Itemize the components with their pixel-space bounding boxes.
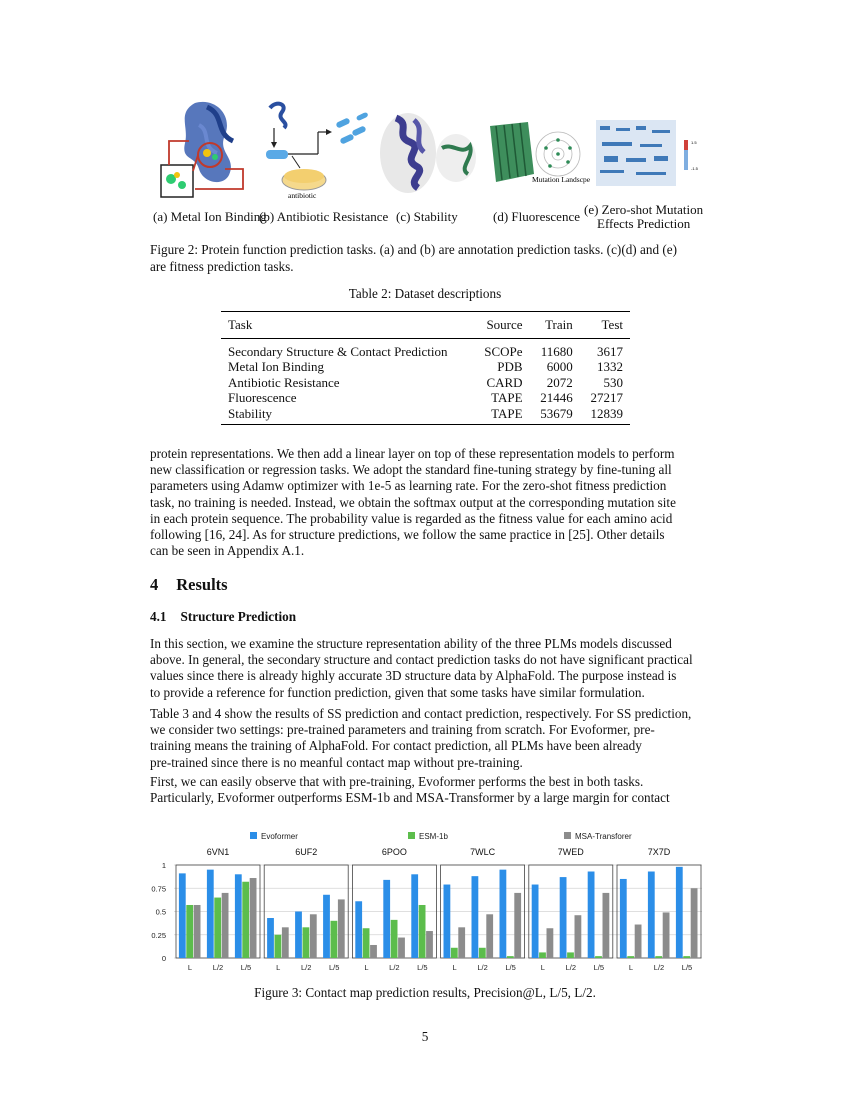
figure-3-caption: Figure 3: Contact map prediction results, Precision@L, L/5, L/2. <box>254 985 596 1000</box>
bar <box>472 876 479 958</box>
x-tick-label: L/2 <box>565 963 577 972</box>
panel-title: 6POO <box>381 847 407 857</box>
header-train: Train <box>545 317 573 332</box>
text-line: task, no training is needed. Instead, we obtain the softmax output at the corresponding mutation site <box>150 494 676 510</box>
x-tick-label: L/2 <box>300 963 312 972</box>
y-tick-label: 0 <box>161 954 166 963</box>
bar <box>539 952 546 958</box>
bar <box>214 898 221 958</box>
bar <box>458 927 465 958</box>
svg-text:1.5: 1.5 <box>691 140 697 145</box>
legend-swatch <box>408 832 415 839</box>
x-tick-label: L <box>187 963 193 972</box>
bar <box>588 872 595 958</box>
x-tick-label: L/5 <box>681 963 693 972</box>
x-tick-label: L/2 <box>212 963 224 972</box>
bar <box>451 948 458 958</box>
bar <box>479 948 486 958</box>
cell-source: PDB <box>497 359 523 374</box>
bar <box>275 935 282 958</box>
panel-title: 7X7D <box>647 847 671 857</box>
antibiotic-resistance-illustration <box>262 98 377 203</box>
x-tick-label: L <box>364 963 369 972</box>
mutation-heatmap-illustration <box>596 120 706 190</box>
bar <box>627 956 634 958</box>
text-line: can be seen in Appendix A.1. <box>150 543 305 559</box>
header-source: Source <box>486 317 523 332</box>
bar <box>186 905 193 958</box>
bar <box>242 882 249 958</box>
cell-task: Fluorescence <box>228 390 297 405</box>
text-line: Particularly, Evoformer outperforms ESM-1b and MSA-Transformer by a large margin for contact <box>150 790 670 806</box>
mutation-landscape-label: Mutation Landscpe <box>532 175 591 184</box>
text-line: First, we can easily observe that with pre-training, Evoformer performs the best in both tasks. <box>150 774 644 789</box>
bar <box>635 925 642 958</box>
x-tick-label: L/2 <box>653 963 665 972</box>
text-line: new classification or regression tasks. We adopt the standard fine-tuning strategy by fine-tuning all <box>150 462 672 478</box>
subsection-title: Structure Prediction <box>180 609 297 624</box>
cell-source: TAPE <box>491 390 523 405</box>
table-row <box>221 359 630 375</box>
x-tick-label: L <box>540 963 545 972</box>
bar <box>683 956 690 958</box>
legend-label: MSA-Transforer <box>575 832 632 841</box>
x-tick-label: L/5 <box>417 963 428 972</box>
text-line: we consider two settings: pre-trained parameters and training from scratch. For Evoformer, pre- <box>150 722 655 738</box>
bar <box>486 914 493 958</box>
cell-train: 53679 <box>540 405 573 421</box>
bar <box>398 938 405 958</box>
bar <box>603 893 610 958</box>
text-line: parameters using Adamw optimizer with 1e-5 as learning rate. For the zero-shot fitness prediction <box>150 478 667 494</box>
panel-c-label: (c) Stability <box>396 209 458 224</box>
bar <box>323 895 330 958</box>
cell-test: 3617 <box>597 343 623 359</box>
x-tick-label: L/5 <box>328 963 340 972</box>
bar <box>663 912 670 958</box>
text-line: following [16, 24]. As for structure predictions, we follow the same practice in [25]. Other details <box>150 527 665 543</box>
subsection-heading <box>150 609 296 625</box>
metal-ion-binding-illustration <box>155 95 255 205</box>
panel-e-label-line1: (e) Zero-shot Mutation <box>584 202 704 217</box>
bar <box>507 956 514 958</box>
x-tick-label: L <box>452 963 457 972</box>
legend-swatch <box>564 832 571 839</box>
text-line: training means the training of AlphaFold. For contact prediction, all PLMs have been already <box>150 738 642 754</box>
bar <box>194 905 201 958</box>
y-tick-label: 1 <box>161 861 166 870</box>
bar <box>444 885 451 958</box>
panel-b-label: (b) Antibiotic Resistance <box>259 209 389 224</box>
bar <box>295 912 302 959</box>
header-test: Test <box>601 317 623 332</box>
bar <box>567 952 574 958</box>
cell-source: CARD <box>486 374 523 390</box>
bar <box>383 880 390 958</box>
bar <box>355 901 362 958</box>
bar <box>282 927 289 958</box>
cell-test: 27217 <box>590 390 623 405</box>
x-tick-label: L/5 <box>505 963 516 972</box>
panel-d-label: (d) Fluorescence <box>493 209 580 224</box>
bar <box>370 945 377 958</box>
cell-task: Metal Ion Binding <box>228 359 325 374</box>
legend-swatch <box>250 832 257 839</box>
bar <box>363 928 370 958</box>
legend-label: Evoformer <box>261 832 298 841</box>
paragraph-tables <box>150 706 700 771</box>
bar <box>267 918 274 958</box>
x-tick-label: L/5 <box>240 963 252 972</box>
bar <box>207 870 214 958</box>
bar <box>331 921 338 958</box>
antibiotic-label: antibiotic <box>288 191 317 200</box>
bar <box>676 867 683 958</box>
panel-a-label: (a) Metal Ion Binding <box>153 209 267 224</box>
text-line: pre-trained since there is no meanful contact map without pre-training. <box>150 754 523 770</box>
text-line: to provide a reference for function prediction, given that some tasks have similar formulation. <box>150 684 645 700</box>
bar <box>391 920 398 958</box>
table-2-title: Table 2: Dataset descriptions <box>348 286 502 301</box>
bar <box>419 905 426 958</box>
bar <box>310 914 317 958</box>
cell-task: Stability <box>228 405 273 421</box>
table-header-row <box>221 317 630 338</box>
contact-map-chart <box>140 820 710 980</box>
y-tick-label: 0.25 <box>151 930 166 940</box>
bar <box>575 915 582 958</box>
svg-text:-1.5: -1.5 <box>691 166 698 171</box>
bar <box>560 877 567 958</box>
section-heading <box>150 575 228 595</box>
x-tick-label: L <box>276 963 281 972</box>
cell-train: 6000 <box>546 359 573 374</box>
bar <box>222 893 229 958</box>
bar <box>411 874 418 958</box>
stability-illustration <box>378 108 478 198</box>
bar <box>179 873 186 958</box>
subsection-number: 4.1 <box>150 609 167 624</box>
panel-e-label-line2: Effects Prediction <box>597 216 691 231</box>
bar <box>691 888 698 958</box>
bar <box>655 956 662 958</box>
text-line: protein representations. We then add a linear layer on top of these representation models to perform <box>150 446 675 461</box>
y-tick-label: 0.5 <box>155 907 166 917</box>
x-tick-label: L <box>628 963 634 972</box>
bar <box>620 879 627 958</box>
panel-title: 6UF2 <box>295 847 318 857</box>
cell-train: 11680 <box>540 343 573 359</box>
cell-task: Antibiotic Resistance <box>228 374 340 390</box>
cell-task: Secondary Structure & Contact Prediction <box>228 343 448 359</box>
cell-test: 12839 <box>590 405 623 421</box>
text-line: values since there is already highly accurate 3D structure data by AlphaFold. The purpose instead is <box>150 668 677 684</box>
cell-source: SCOPe <box>484 343 523 359</box>
paragraph-methods <box>150 446 700 559</box>
table-row <box>221 390 630 406</box>
panel-title: 6VN1 <box>206 847 230 857</box>
bar <box>547 928 554 958</box>
y-tick-label: 0.75 <box>151 884 166 894</box>
fluorescence-illustration <box>482 112 592 197</box>
page-number: 5 <box>421 1029 429 1044</box>
table-row <box>221 406 630 422</box>
bar <box>235 874 242 958</box>
bar <box>250 878 257 958</box>
section-number: 4 <box>150 575 159 594</box>
text-line: above. In general, the secondary structure and contact prediction tasks do not have significant practical <box>150 652 693 668</box>
table-row <box>221 375 630 391</box>
cell-source: TAPE <box>491 405 523 421</box>
text-line: in each protein sequence. The probability value is regarded as the fitness value for each amino acid <box>150 510 673 526</box>
text-line: In this section, we examine the structure representation ability of the three PLMs models discussed <box>150 636 672 651</box>
bar <box>338 899 345 958</box>
bar <box>595 956 602 958</box>
bar <box>648 872 655 958</box>
cell-train: 2072 <box>546 374 573 390</box>
paragraph-results <box>150 774 700 806</box>
section-title: Results <box>176 575 228 594</box>
cell-train: 21446 <box>540 390 573 405</box>
table-2 <box>221 311 630 425</box>
x-tick-label: L/2 <box>389 963 400 972</box>
figure-2-caption-line2: are fitness prediction tasks. <box>150 258 294 274</box>
bar <box>303 927 310 958</box>
figure-2-caption-line1: Figure 2: Protein function prediction tasks. (a) and (b) are annotation prediction tasks. (c)(d) and (e) <box>150 242 677 257</box>
header-task: Task <box>228 317 253 332</box>
x-tick-label: L/2 <box>477 963 488 972</box>
paragraph-structure-intro <box>150 636 700 701</box>
table-row <box>221 338 630 359</box>
panel-title: 7WLC <box>470 847 496 857</box>
panel-title: 7WED <box>557 847 584 857</box>
bar <box>426 931 433 958</box>
figure-2-caption <box>150 242 700 275</box>
cell-test: 1332 <box>597 359 623 374</box>
bar <box>500 870 507 958</box>
x-tick-label: L/5 <box>593 963 605 972</box>
legend-label: ESM-1b <box>419 832 448 841</box>
text-line: Table 3 and 4 show the results of SS prediction and contact prediction, respectively. For SS prediction, <box>150 706 692 721</box>
bar <box>532 885 539 958</box>
cell-test: 530 <box>603 374 623 390</box>
bar <box>514 893 521 958</box>
